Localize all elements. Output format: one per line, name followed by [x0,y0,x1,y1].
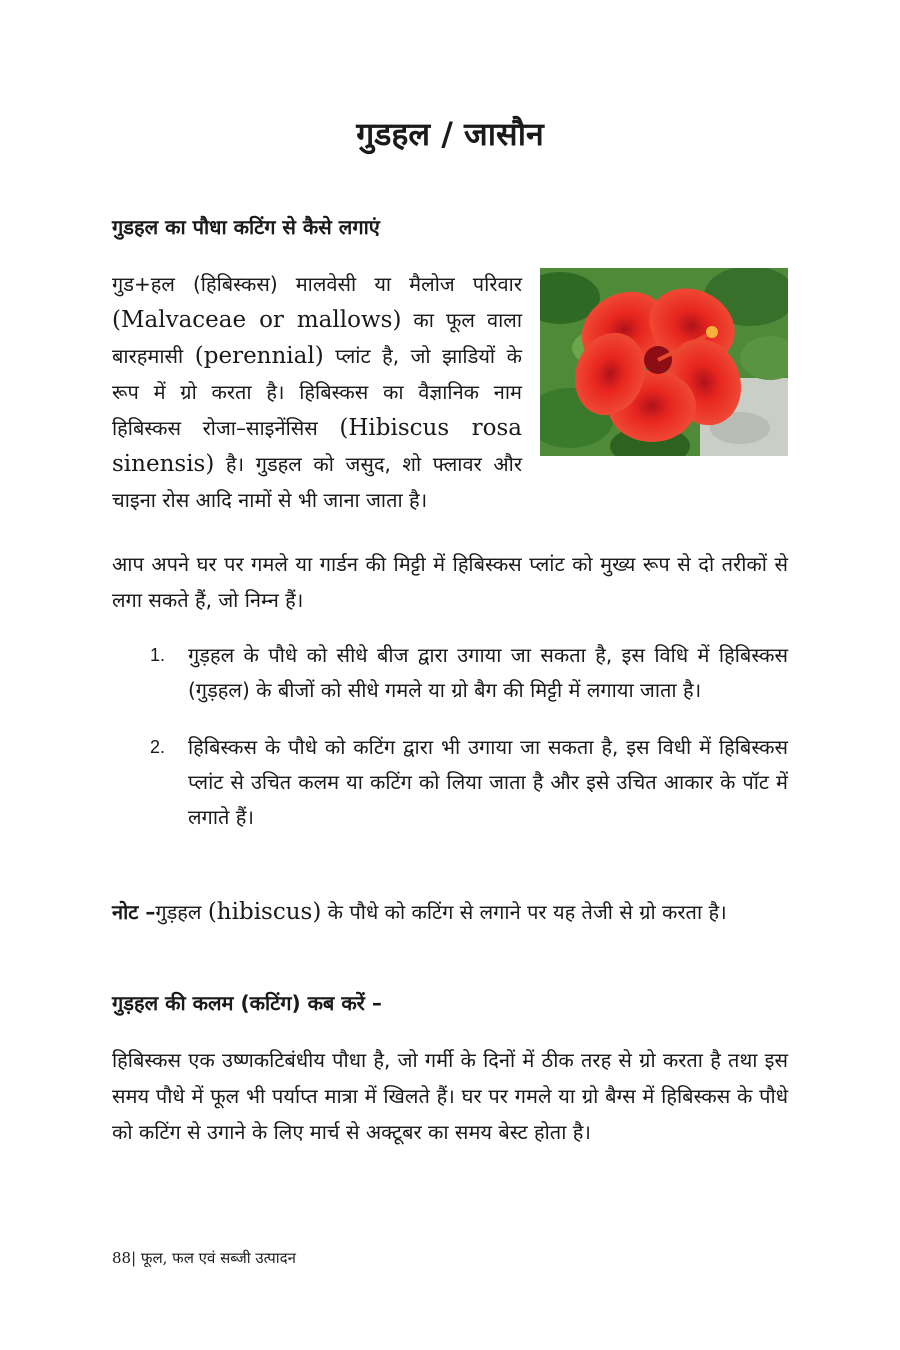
intro-latin-family: (Malvaceae or mallows) [112,307,402,333]
list-item-text: हिबिस्कस के पौधे को कटिंग द्वारा भी उगाया जा सकता है, इस विधी में हिबिस्कस प्लांट से उचित कलम या कटिंग को लिया जाता है और इसे उचित आकार के पॉट में लगाते हैं। [188,735,788,829]
intro-text: है। गुडहल को जसुद, शो फ्लावर और चाइना रोस आदि नामों से भी जाना जाता है। [112,452,522,512]
intro-text: का फूल वाला बारहमासी [112,308,522,368]
timing-paragraph: हिबिस्कस एक उष्णकटिबंधीय पौधा है, जो गर्मी के दिनों में ठीक तरह से ग्रो करता है तथा इस समय पौधे में फूल भी पर्याप्त मात्रा में खिलते हैं। घर पर गमले या ग्रो बैग्स में हिबिस्कस के पौधे को कटिंग से उगाने के लिए मार्च से अक्टूबर का समय बेस्ट होता है। [112,1048,788,1144]
section-heading-cutting: गुडहल का पौधा कटिंग से कैसे लगाएं [112,215,380,239]
intro-text: गुड+हल (हिबिस्कस) मालवेसी या मैलोज परिवार [112,272,522,296]
intro-paragraph [112,266,788,518]
note-label: नोट – [112,900,156,924]
note-latin: (hibiscus) [207,899,322,925]
note-paragraph [112,894,788,930]
section-heading-when: गुड़हल की कलम (कटिंग) कब करें – [112,991,382,1015]
note-text: के पौधे को कटिंग से लगाने पर यह तेजी से ग्रो करता है। [321,900,727,924]
hibiscus-photo [540,268,788,456]
list-item [140,638,788,708]
note-text: गुड़हल [155,900,208,924]
page-footer: 88| फूल, फल एवं सब्जी उत्पादन [112,1249,296,1267]
methods-list [140,638,788,857]
list-number: 2. [150,737,166,757]
list-item-text: गुड़हल के पौधे को सीधे बीज द्वारा उगाया जा सकता है, इस विधि में हिबिस्कस (गुड़हल) के बीजों को सीधे गमले या ग्रो बैग की मिट्टी में लगाया जाता है। [188,643,788,702]
methods-paragraph: आप अपने घर पर गमले या गार्डन की मिट्टी में हिबिस्कस प्लांट को मुख्य रूप से दो तरीकों से लगा सकते हैं, जो निम्न हैं। [112,552,788,612]
intro-latin-perennial: (perennial) [194,343,324,369]
intro-text: प्लांट है, जो झाडियों के रूप में ग्रो करता है। हिबिस्कस का वैज्ञानिक नाम हिबिस्कस रोजा–साइनेंसिस [112,344,522,440]
page-title: गुडहल / जासौन [356,115,544,153]
list-number: 1. [150,645,166,665]
list-item [140,730,788,835]
intro-latin-species: (Hibiscus rosa sinensis) [112,415,522,477]
